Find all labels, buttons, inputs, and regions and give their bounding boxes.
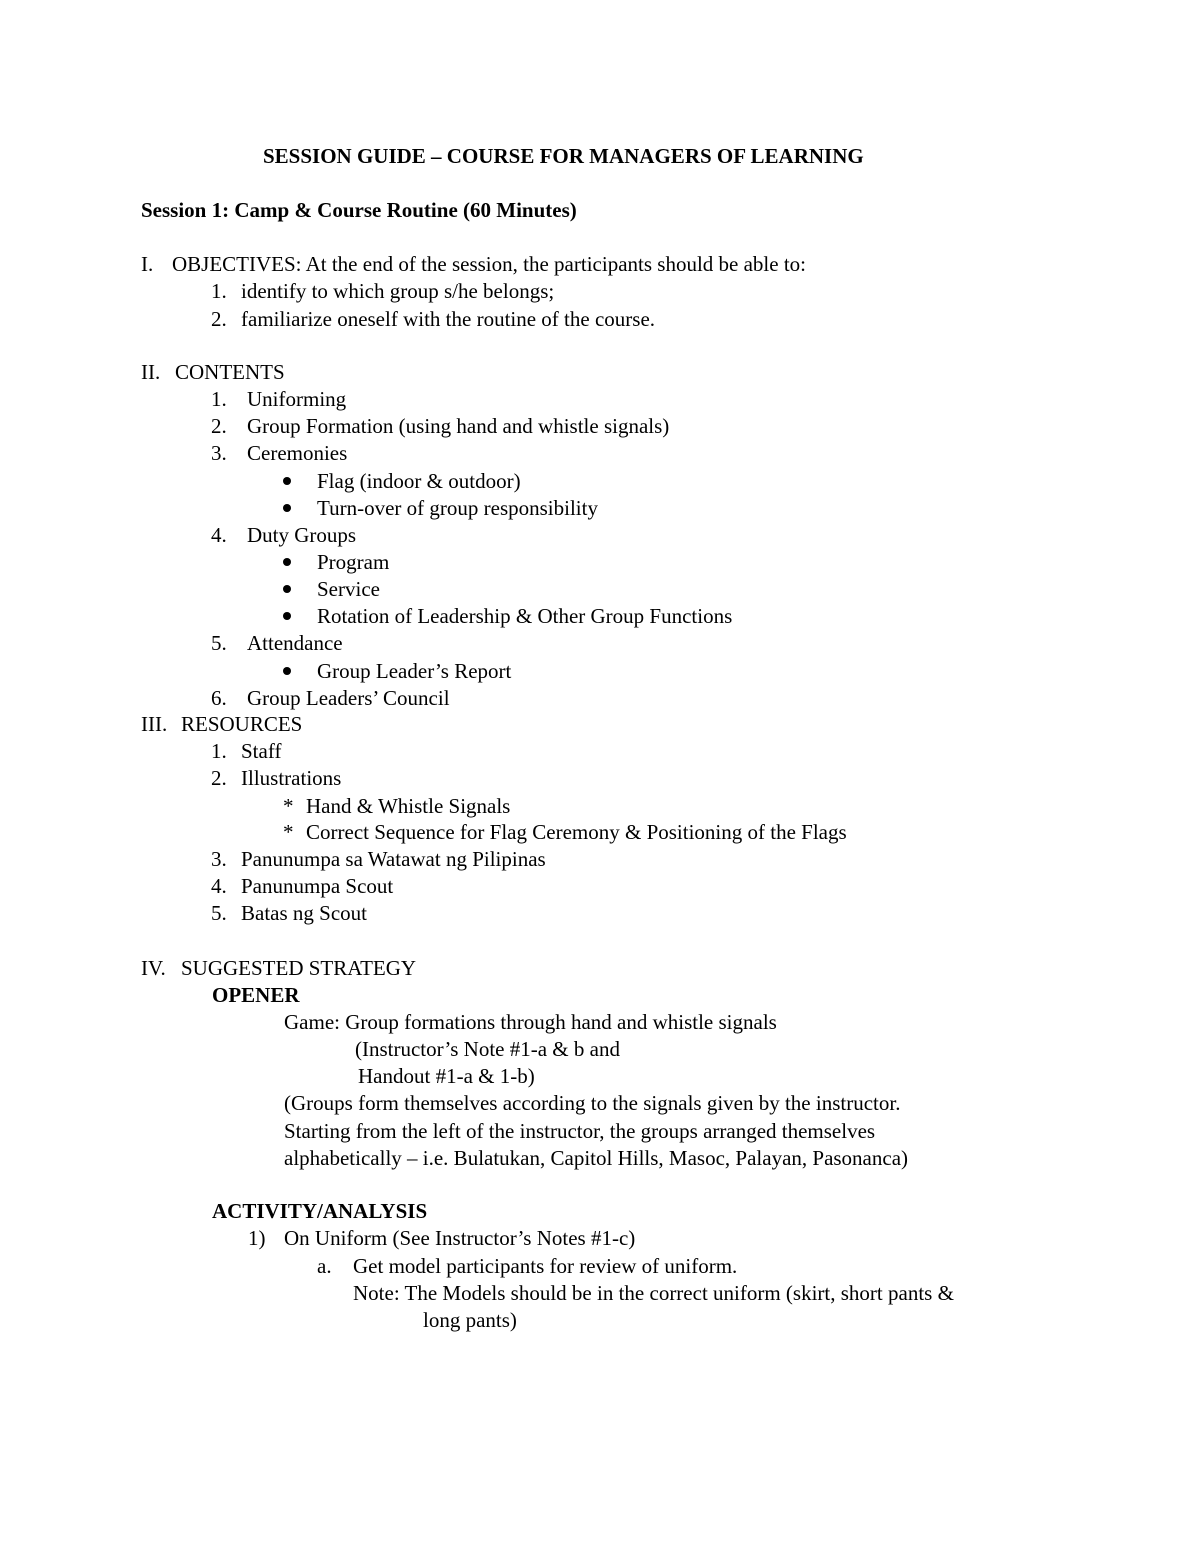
resources-number: 1. [211, 739, 227, 763]
contents-number: 2. [211, 414, 227, 438]
section-strategy-heading: SUGGESTED STRATEGY [181, 956, 417, 980]
opener-description: Starting from the left of the instructor, the groups arranged themselves [284, 1119, 876, 1143]
bullet-icon [283, 504, 291, 512]
contents-number: 1. [211, 387, 227, 411]
contents-bullet-text: Rotation of Leadership & Other Group Functions [317, 604, 733, 628]
opener-heading: OPENER [212, 983, 300, 1007]
section-contents-heading: CONTENTS [175, 360, 285, 384]
activity-sub-letter: a. [317, 1254, 332, 1278]
bullet-icon [283, 477, 291, 485]
contents-number: 4. [211, 523, 227, 547]
section-resources-numeral: III. [141, 712, 168, 736]
resources-sub-text: Hand & Whistle Signals [306, 794, 511, 818]
contents-number: 5. [211, 631, 227, 655]
resources-text: Panunumpa sa Watawat ng Pilipinas [241, 847, 546, 871]
resources-text: Batas ng Scout [241, 901, 367, 925]
section-objectives-heading: OBJECTIVES: At the end of the session, the participants should be able to: [172, 252, 806, 276]
opener-note: Handout #1-a & 1-b) [358, 1064, 535, 1088]
bullet-icon [283, 667, 291, 675]
resources-number: 2. [211, 766, 227, 790]
resources-text: Illustrations [241, 766, 342, 790]
contents-text: Uniforming [247, 387, 347, 411]
contents-text: Attendance [247, 631, 343, 655]
resources-text: Panunumpa Scout [241, 874, 394, 898]
contents-number: 6. [211, 686, 227, 710]
contents-bullet-text: Group Leader’s Report [317, 659, 512, 683]
bullet-icon [283, 585, 291, 593]
resources-text: Staff [241, 739, 282, 763]
opener-description: (Groups form themselves according to the signals given by the instructor. [284, 1091, 901, 1115]
objective-number: 1. [211, 279, 227, 303]
asterisk-icon: * [283, 820, 294, 844]
activity-note: long pants) [423, 1308, 517, 1332]
activity-heading: ACTIVITY/ANALYSIS [212, 1199, 428, 1223]
session-heading: Session 1: Camp & Course Routine (60 Minutes) [141, 198, 577, 222]
resources-number: 4. [211, 874, 227, 898]
contents-bullet-text: Flag (indoor & outdoor) [317, 469, 521, 493]
activity-number: 1) [248, 1226, 266, 1250]
resources-sub-text: Correct Sequence for Flag Ceremony & Positioning of the Flags [306, 820, 847, 844]
section-strategy-numeral: IV. [141, 956, 166, 980]
resources-number: 5. [211, 901, 227, 925]
section-objectives-numeral: I. [141, 252, 154, 276]
activity-note: Note: The Models should be in the correct uniform (skirt, short pants & [353, 1281, 954, 1305]
resources-number: 3. [211, 847, 227, 871]
opener-note: (Instructor’s Note #1-a & b and [355, 1037, 620, 1061]
objective-text: identify to which group s/he belongs; [241, 279, 555, 303]
contents-bullet-text: Program [317, 550, 390, 574]
contents-number: 3. [211, 441, 227, 465]
bullet-icon [283, 558, 291, 566]
opener-game: Game: Group formations through hand and whistle signals [284, 1010, 777, 1034]
section-resources-heading: RESOURCES [181, 712, 303, 736]
objective-text: familiarize oneself with the routine of the course. [241, 307, 656, 331]
contents-bullet-text: Service [317, 577, 380, 601]
contents-bullet-text: Turn-over of group responsibility [317, 496, 598, 520]
contents-text: Group Leaders’ Council [247, 686, 450, 710]
activity-sub-text: Get model participants for review of uniform. [353, 1254, 738, 1278]
objective-number: 2. [211, 307, 227, 331]
bullet-icon [283, 612, 291, 620]
contents-text: Ceremonies [247, 441, 348, 465]
section-contents-numeral: II. [141, 360, 161, 384]
activity-text: On Uniform (See Instructor’s Notes #1-c) [284, 1226, 636, 1250]
page-title: SESSION GUIDE – COURSE FOR MANAGERS OF LEARNING [263, 144, 864, 168]
opener-description: alphabetically – i.e. Bulatukan, Capitol Hills, Masoc, Palayan, Pasonanca) [284, 1146, 909, 1170]
contents-text: Group Formation (using hand and whistle signals) [247, 414, 670, 438]
asterisk-icon: * [283, 794, 294, 818]
contents-text: Duty Groups [247, 523, 357, 547]
